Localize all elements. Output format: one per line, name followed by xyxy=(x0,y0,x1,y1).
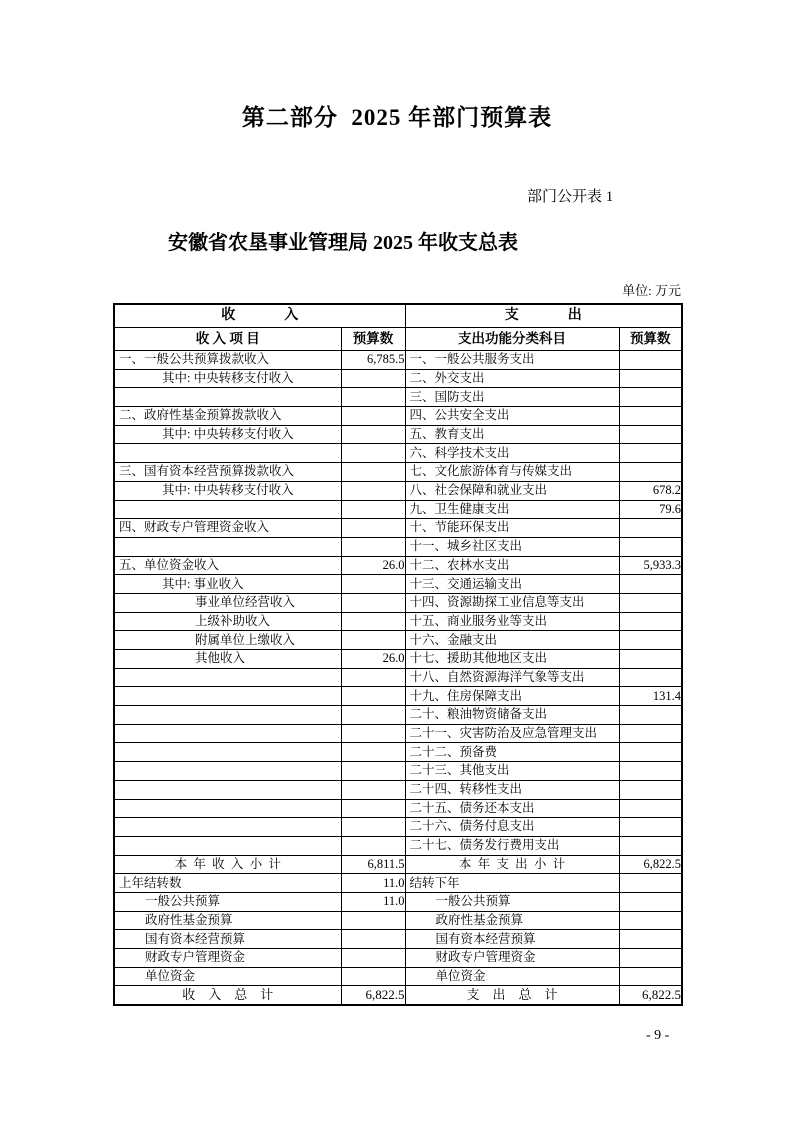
expense-item-cell: 六、科学技术支出 xyxy=(405,444,619,463)
expense-item-cell: 二十二、预备费 xyxy=(405,743,619,762)
expense-value-cell xyxy=(619,593,682,612)
income-item-cell: 收 入 总 计 xyxy=(114,986,341,1005)
table-row xyxy=(114,537,682,556)
income-item-cell xyxy=(114,668,341,687)
expense-item-cell: 国有资本经营预算 xyxy=(405,930,619,949)
budget-table-header xyxy=(114,304,682,351)
income-value-cell xyxy=(341,537,405,556)
table-row xyxy=(114,724,682,743)
expense-item-cell: 二十三、其他支出 xyxy=(405,762,619,781)
income-item-cell xyxy=(114,743,341,762)
expense-value-cell xyxy=(619,612,682,631)
table-row xyxy=(114,650,682,669)
income-item-cell xyxy=(114,706,341,725)
expense-item-cell: 二十一、灾害防治及应急管理支出 xyxy=(405,724,619,743)
expense-value-cell xyxy=(619,836,682,855)
budget-table-body xyxy=(114,351,682,1006)
income-value-cell: 6,811.5 xyxy=(341,855,405,874)
expense-item-cell: 二十四、转移性支出 xyxy=(405,780,619,799)
expense-value-cell xyxy=(619,949,682,968)
table-row xyxy=(114,892,682,911)
income-item-cell: 四、财政专户管理资金收入 xyxy=(114,519,341,538)
expense-value-cell xyxy=(619,519,682,538)
income-value-cell xyxy=(341,444,405,463)
income-item-cell: 财政专户管理资金 xyxy=(114,949,341,968)
expense-value-cell xyxy=(619,892,682,911)
table-row xyxy=(114,668,682,687)
table-row xyxy=(114,743,682,762)
expense-item-cell: 三、国防支出 xyxy=(405,388,619,407)
expense-value-cell xyxy=(619,874,682,893)
expense-item-cell: 一、一般公共服务支出 xyxy=(405,351,619,370)
table-row xyxy=(114,407,682,426)
table-row xyxy=(114,575,682,594)
expense-item-cell: 政府性基金预算 xyxy=(405,911,619,930)
income-value-cell xyxy=(341,668,405,687)
table-row xyxy=(114,444,682,463)
expense-item-cell: 十三、交通运输支出 xyxy=(405,575,619,594)
income-item-cell xyxy=(114,799,341,818)
expense-item-cell: 十九、住房保障支出 xyxy=(405,687,619,706)
income-value-cell xyxy=(341,575,405,594)
income-value-cell xyxy=(341,930,405,949)
income-value-cell xyxy=(341,500,405,519)
table-row xyxy=(114,986,682,1005)
table-row xyxy=(114,481,682,500)
income-value-cell xyxy=(341,481,405,500)
expense-value-cell: 131.4 xyxy=(619,687,682,706)
expense-item-cell: 二十五、债务还本支出 xyxy=(405,799,619,818)
table-row xyxy=(114,930,682,949)
expense-item-cell: 十一、城乡社区支出 xyxy=(405,537,619,556)
table-row xyxy=(114,967,682,986)
expense-value-cell: 6,822.5 xyxy=(619,986,682,1005)
expense-value-cell xyxy=(619,407,682,426)
income-value-cell xyxy=(341,369,405,388)
table-public-label: 部门公开表 1 xyxy=(527,189,614,205)
expense-value-cell xyxy=(619,818,682,837)
income-section-header: 收 入 xyxy=(114,304,405,328)
income-item-cell: 政府性基金预算 xyxy=(114,911,341,930)
income-item-cell: 上级补助收入 xyxy=(114,612,341,631)
expense-value-cell xyxy=(619,967,682,986)
expense-item-cell: 财政专户管理资金 xyxy=(405,949,619,968)
expense-item-cell: 本 年 支 出 小 计 xyxy=(405,855,619,874)
income-item-cell: 一、一般公共预算拨款收入 xyxy=(114,351,341,370)
expense-value-cell xyxy=(619,930,682,949)
expense-value-cell xyxy=(619,762,682,781)
expense-value-cell xyxy=(619,911,682,930)
expense-item-cell: 单位资金 xyxy=(405,967,619,986)
table-row xyxy=(114,762,682,781)
table-row xyxy=(114,351,682,370)
income-item-cell: 本 年 收 入 小 计 xyxy=(114,855,341,874)
expense-value-cell xyxy=(619,668,682,687)
expense-value-cell xyxy=(619,631,682,650)
income-item-cell: 一般公共预算 xyxy=(114,892,341,911)
income-item-cell xyxy=(114,537,341,556)
expense-value-cell xyxy=(619,743,682,762)
expense-item-cell: 二十、粮油物资储备支出 xyxy=(405,706,619,725)
income-item-cell xyxy=(114,500,341,519)
table-row xyxy=(114,388,682,407)
expense-value-cell xyxy=(619,444,682,463)
expense-item-cell: 一般公共预算 xyxy=(405,892,619,911)
income-value-cell xyxy=(341,949,405,968)
income-item-cell: 上年结转数 xyxy=(114,874,341,893)
expense-item-cell: 二十七、债务发行费用支出 xyxy=(405,836,619,855)
income-item-cell: 单位资金 xyxy=(114,967,341,986)
expense-value-cell xyxy=(619,463,682,482)
income-value-cell: 26.0 xyxy=(341,650,405,669)
expense-item-cell: 十七、援助其他地区支出 xyxy=(405,650,619,669)
income-item-cell xyxy=(114,780,341,799)
expense-value-cell xyxy=(619,706,682,725)
expense-item-cell: 四、公共安全支出 xyxy=(405,407,619,426)
income-value-cell xyxy=(341,706,405,725)
income-value-cell xyxy=(341,780,405,799)
expense-item-cell: 结转下年 xyxy=(405,874,619,893)
table-row xyxy=(114,780,682,799)
table-row xyxy=(114,687,682,706)
expense-section-header: 支 出 xyxy=(405,304,682,328)
income-value-cell xyxy=(341,836,405,855)
income-value-cell xyxy=(341,612,405,631)
table-row xyxy=(114,500,682,519)
expense-item-cell: 五、教育支出 xyxy=(405,425,619,444)
page-number: - 9 - xyxy=(646,1028,670,1043)
table-row xyxy=(114,836,682,855)
expense-value-cell: 79.6 xyxy=(619,500,682,519)
part-title: 第二部分 2025 年部门预算表 xyxy=(241,105,553,130)
expense-value-cell xyxy=(619,780,682,799)
income-item-cell: 国有资本经营预算 xyxy=(114,930,341,949)
expense-item-cell: 十二、农林水支出 xyxy=(405,556,619,575)
income-value-cell xyxy=(341,519,405,538)
income-value-cell xyxy=(341,818,405,837)
table-row xyxy=(114,425,682,444)
unit-note: 单位: 万元 xyxy=(622,283,681,298)
table-row xyxy=(114,855,682,874)
expense-item-cell: 二十六、债务付息支出 xyxy=(405,818,619,837)
table-row xyxy=(114,874,682,893)
expense-value-cell: 678.2 xyxy=(619,481,682,500)
income-value-cell xyxy=(341,743,405,762)
income-item-cell: 二、政府性基金预算拨款收入 xyxy=(114,407,341,426)
table-row xyxy=(114,612,682,631)
income-item-cell xyxy=(114,444,341,463)
budget-table xyxy=(113,303,683,1006)
expense-value-cell xyxy=(619,425,682,444)
income-item-cell: 其中: 中央转移支付收入 xyxy=(114,425,341,444)
income-value-cell: 6,822.5 xyxy=(341,986,405,1005)
doc-title: 安徽省农垦事业管理局 2025 年收支总表 xyxy=(168,232,518,254)
expense-item-cell: 二、外交支出 xyxy=(405,369,619,388)
table-row xyxy=(114,818,682,837)
income-item-cell: 其中: 中央转移支付收入 xyxy=(114,481,341,500)
income-value-cell xyxy=(341,463,405,482)
income-item-cell: 其他收入 xyxy=(114,650,341,669)
table-row xyxy=(114,593,682,612)
income-value-cell xyxy=(341,593,405,612)
income-item-cell xyxy=(114,836,341,855)
expense-value-cell: 5,933.3 xyxy=(619,556,682,575)
expense-value-cell xyxy=(619,388,682,407)
income-item-cell xyxy=(114,687,341,706)
expense-item-cell: 十四、资源勘探工业信息等支出 xyxy=(405,593,619,612)
expense-item-cell: 十五、商业服务业等支出 xyxy=(405,612,619,631)
expense-item-cell: 十、节能环保支出 xyxy=(405,519,619,538)
table-row xyxy=(114,463,682,482)
income-value-cell xyxy=(341,967,405,986)
section-header-row xyxy=(114,304,682,328)
income-value-cell xyxy=(341,407,405,426)
income-value-cell: 26.0 xyxy=(341,556,405,575)
expense-item-cell: 九、卫生健康支出 xyxy=(405,500,619,519)
income-value-cell xyxy=(341,799,405,818)
expense-value-cell xyxy=(619,537,682,556)
income-item-header: 收 入 项 目 xyxy=(114,328,341,351)
income-item-cell xyxy=(114,818,341,837)
table-row xyxy=(114,369,682,388)
expense-value-cell xyxy=(619,351,682,370)
income-value-cell xyxy=(341,425,405,444)
expense-budget-header: 预算数 xyxy=(619,328,682,351)
expense-item-cell: 十六、金融支出 xyxy=(405,631,619,650)
expense-value-cell xyxy=(619,724,682,743)
income-value-cell xyxy=(341,762,405,781)
table-row xyxy=(114,556,682,575)
table-row xyxy=(114,631,682,650)
expense-value-cell xyxy=(619,575,682,594)
table-row xyxy=(114,911,682,930)
income-value-cell xyxy=(341,687,405,706)
expense-value-cell xyxy=(619,799,682,818)
table-row xyxy=(114,706,682,725)
income-item-cell xyxy=(114,762,341,781)
income-value-cell xyxy=(341,911,405,930)
expense-item-cell: 八、社会保障和就业支出 xyxy=(405,481,619,500)
expense-value-cell xyxy=(619,650,682,669)
income-item-cell xyxy=(114,724,341,743)
table-row xyxy=(114,519,682,538)
income-value-cell: 11.0 xyxy=(341,892,405,911)
expense-item-cell: 支 出 总 计 xyxy=(405,986,619,1005)
column-header-row xyxy=(114,328,682,351)
income-item-cell: 五、单位资金收入 xyxy=(114,556,341,575)
income-item-cell: 事业单位经营收入 xyxy=(114,593,341,612)
income-budget-header: 预算数 xyxy=(341,328,405,351)
expense-item-cell: 七、文化旅游体育与传媒支出 xyxy=(405,463,619,482)
expense-item-header: 支出功能分类科目 xyxy=(405,328,619,351)
income-item-cell xyxy=(114,388,341,407)
income-value-cell: 6,785.5 xyxy=(341,351,405,370)
expense-value-cell xyxy=(619,369,682,388)
income-value-cell xyxy=(341,724,405,743)
income-item-cell: 其中: 中央转移支付收入 xyxy=(114,369,341,388)
table-row xyxy=(114,799,682,818)
income-item-cell: 三、国有资本经营预算拨款收入 xyxy=(114,463,341,482)
income-value-cell xyxy=(341,388,405,407)
expense-item-cell: 十八、自然资源海洋气象等支出 xyxy=(405,668,619,687)
income-value-cell: 11.0 xyxy=(341,874,405,893)
income-value-cell xyxy=(341,631,405,650)
expense-value-cell: 6,822.5 xyxy=(619,855,682,874)
income-item-cell: 其中: 事业收入 xyxy=(114,575,341,594)
income-item-cell: 附属单位上缴收入 xyxy=(114,631,341,650)
table-row xyxy=(114,949,682,968)
